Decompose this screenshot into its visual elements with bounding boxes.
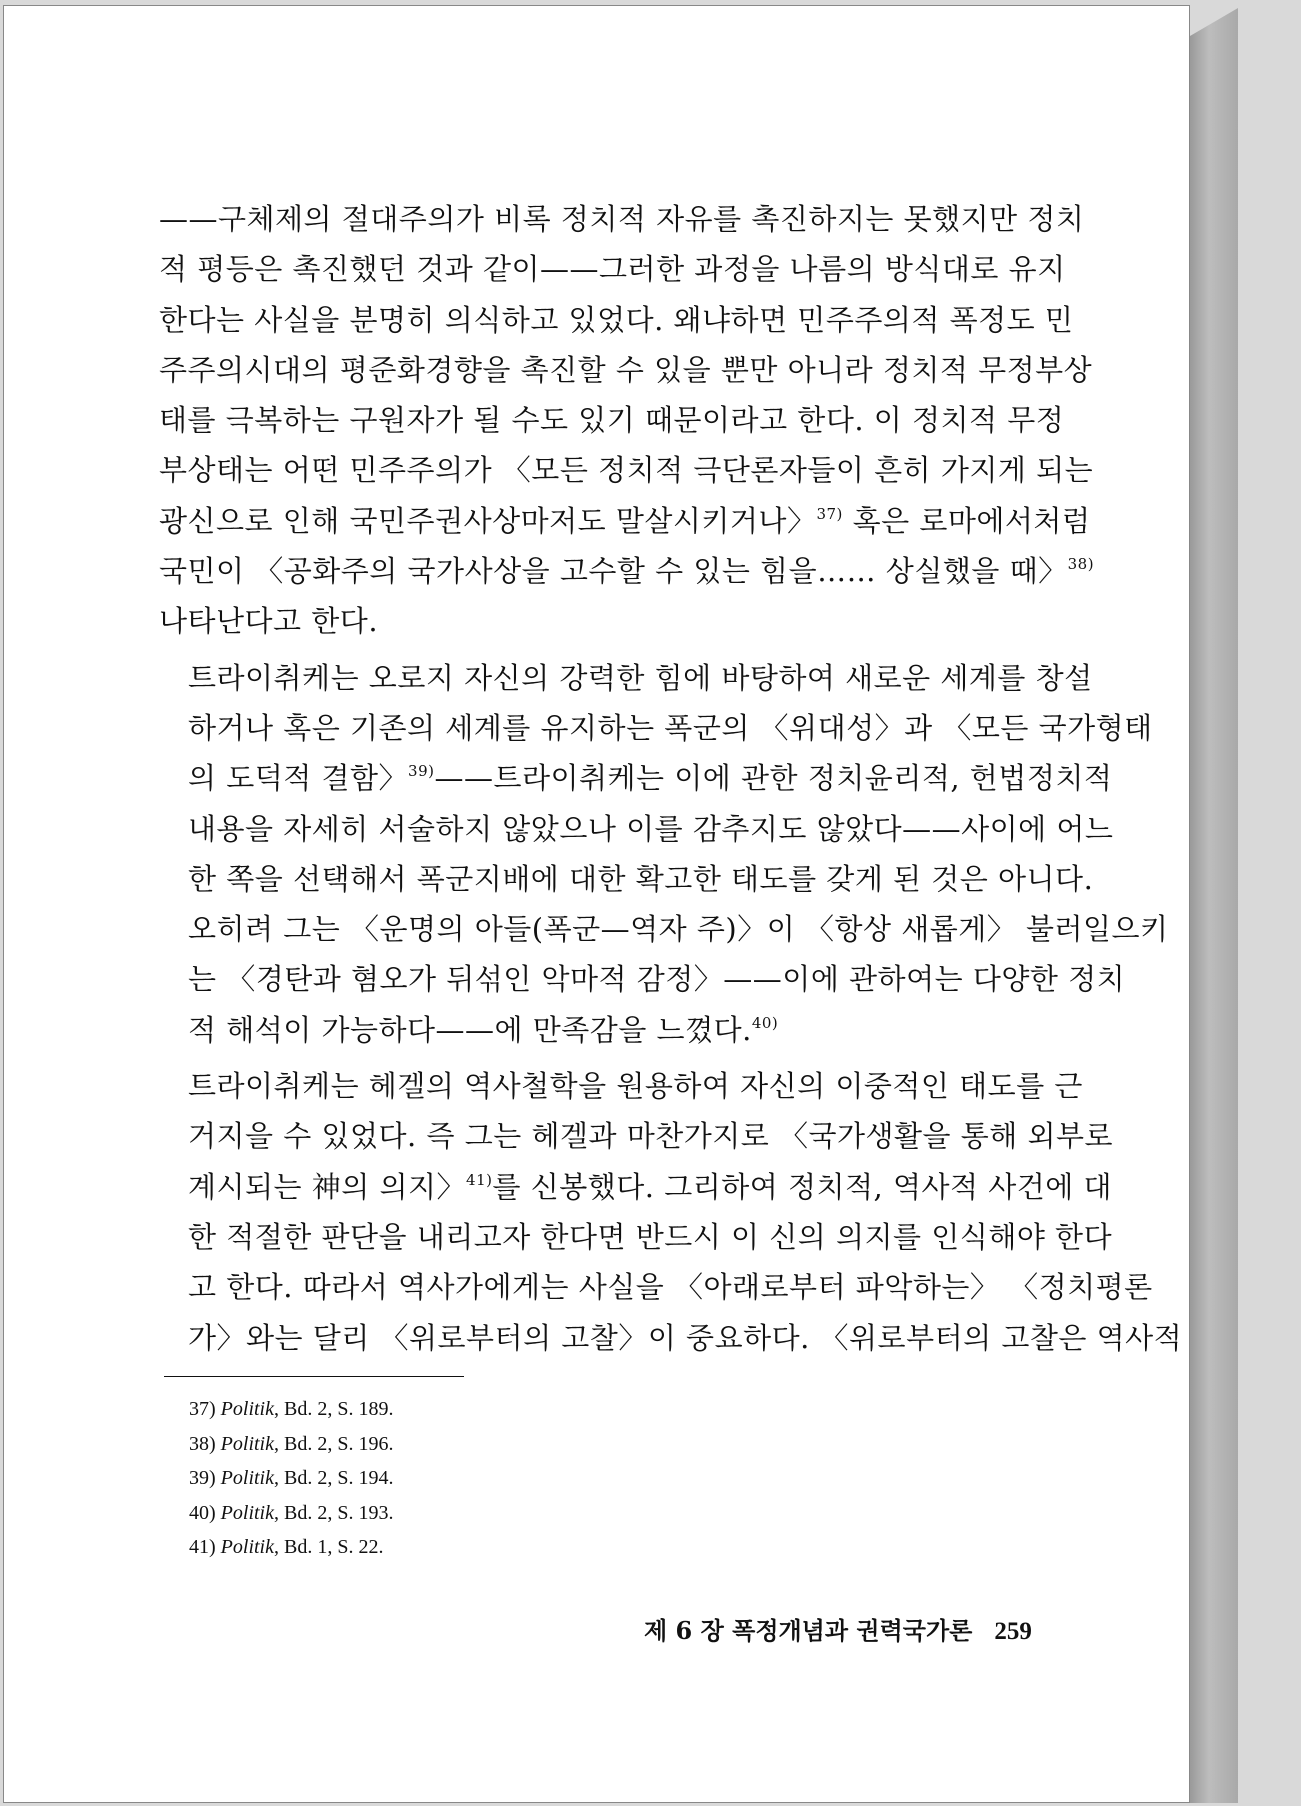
page-number: 259	[994, 1618, 1032, 1645]
text-line: 고 한다. 따라서 역사가에게는 사실을 〈아래로부터 파악하는〉 〈정치평론	[188, 1270, 1153, 1305]
footnote-item	[189, 1530, 393, 1565]
text-line: 트라이취케는 헤겔의 역사철학을 원용하여 자신의 이중적인 태도를 근	[188, 1069, 1083, 1104]
text-line: 나타난다고 한다.	[159, 604, 379, 639]
book-page-edge	[1190, 8, 1238, 1803]
footnote-item	[189, 1496, 393, 1531]
footnote-ref: , Bd. 2, S. 193.	[274, 1501, 394, 1524]
footnote-ref: , Bd. 2, S. 194.	[274, 1467, 394, 1489]
footnote-title: Politik	[220, 1501, 274, 1524]
footnote-title: Politik	[220, 1467, 274, 1489]
footnote-ref: , Bd. 1, S. 22.	[274, 1536, 384, 1558]
text-line	[159, 1162, 1113, 1212]
text-line	[159, 496, 1091, 546]
text-line	[159, 1005, 1057, 1055]
text-segment: 광신으로 인해 국민주권사상마저도 말살시키거나〉	[159, 503, 817, 538]
footnotes	[189, 1392, 393, 1565]
footnote-ref: , Bd. 2, S. 189.	[274, 1398, 394, 1420]
footnote-number: 41)	[189, 1536, 216, 1558]
footnote-number: 38)	[189, 1432, 216, 1455]
text-line: 주주의시대의 평준화경향을 촉진할 수 있을 뿐만 아니라 정치적 무정부상	[159, 352, 1093, 387]
text-segment: 계시되는 神의 의지〉	[188, 1169, 467, 1204]
text-line: 내용을 자세히 서술하지 않았으나 이를 감추지도 않았다——사이에 어느	[188, 811, 1114, 846]
footnote-number: 39)	[189, 1467, 216, 1489]
text-line: 적 평등은 촉진했던 것과 같이——그러한 과정을 나름의 방식대로 유지	[159, 252, 1066, 287]
text-line	[159, 753, 1113, 803]
footnote-rule	[164, 1376, 464, 1377]
body-text	[159, 194, 1183, 1369]
paragraph	[159, 653, 1169, 1055]
text-line: 한 쪽을 선택해서 폭군지배에 대한 확고한 태도를 갖게 된 것은 아니다.	[188, 861, 1094, 896]
footnote-item	[189, 1427, 393, 1462]
text-line: ——구체제의 절대주의가 비록 정치적 자유를 촉진하지는 못했지만 정치	[159, 202, 1085, 236]
text-line: 태를 극복하는 구원자가 될 수도 있기 때문이라고 한다. 이 정치적 무정	[159, 403, 1065, 438]
text-line: 가〉와는 달리 〈위로부터의 고찰〉이 중요하다. 〈위로부터의 고찰은 역사적	[188, 1320, 1183, 1355]
text-line: 한 적절한 판단을 내리고자 한다면 반드시 이 신의 의지를 인식해야 한다	[188, 1219, 1113, 1254]
book-page	[3, 5, 1190, 1803]
text-segment: 혹은 로마에서처럼	[842, 503, 1091, 538]
footnote-item	[189, 1392, 393, 1427]
text-line: 오히려 그는 〈운명의 아들(폭군—역자 주)〉이 〈항상 새롭게〉 불러일으키	[188, 912, 1169, 947]
footnote-title: Politik	[220, 1432, 274, 1455]
paragraph	[159, 194, 1095, 647]
footnote-ref: , Bd. 2, S. 196.	[274, 1432, 394, 1455]
running-footer	[644, 1611, 1032, 1646]
text-segment: 적 해석이 가능하다——에 만족감을 느꼈다.	[188, 1012, 752, 1047]
text-line: 는 〈경탄과 혐오가 뒤섞인 악마적 감정〉——이에 관하여는 다양한 정치	[188, 962, 1126, 997]
footnote-title: Politik	[220, 1536, 274, 1558]
footnote-marker: 39)	[408, 762, 435, 781]
footnote-marker: 38)	[1067, 555, 1095, 574]
footnote-marker: 37)	[816, 504, 843, 523]
chapter-title: 제 6 장 폭정개념과 권력국가론	[644, 1616, 973, 1645]
text-segment: 국민이 〈공화주의 국가사상을 고수할 수 있는 힘을…… 상실했을 때〉	[159, 554, 1068, 589]
footnote-item	[189, 1461, 393, 1496]
text-segment: 를 신봉했다. 그리하여 정치적, 역사적 사건에 대	[492, 1169, 1113, 1204]
paragraph	[159, 1061, 1183, 1363]
text-line: 부상태는 어떤 민주주의가 〈모든 정치적 극단론자들이 흔히 가지게 되는	[159, 453, 1094, 488]
text-segment: 의 도덕적 결함〉	[188, 761, 409, 796]
footnote-title: Politik	[220, 1398, 274, 1420]
text-line: 트라이취케는 오로지 자신의 강력한 힘에 바탕하여 새로운 세계를 창설	[188, 660, 1093, 695]
text-line	[159, 546, 1095, 596]
text-line: 거지을 수 있었다. 즉 그는 헤겔과 마찬가지로 〈국가생활을 통해 외부로	[188, 1119, 1114, 1154]
text-line: 한다는 사실을 분명히 의식하고 있었다. 왜냐하면 민주주의적 폭정도 민	[159, 302, 1074, 337]
text-line: 하거나 혹은 기존의 세계를 유지하는 폭군의 〈위대성〉과 〈모든 국가형태	[188, 710, 1153, 745]
text-segment: ——트라이취케는 이에 관한 정치윤리적, 헌법정치적	[434, 761, 1113, 796]
footnote-number: 37)	[189, 1398, 216, 1420]
footnote-marker: 40)	[751, 1013, 779, 1032]
footnote-marker: 41)	[466, 1170, 493, 1189]
footnote-number: 40)	[189, 1501, 216, 1524]
